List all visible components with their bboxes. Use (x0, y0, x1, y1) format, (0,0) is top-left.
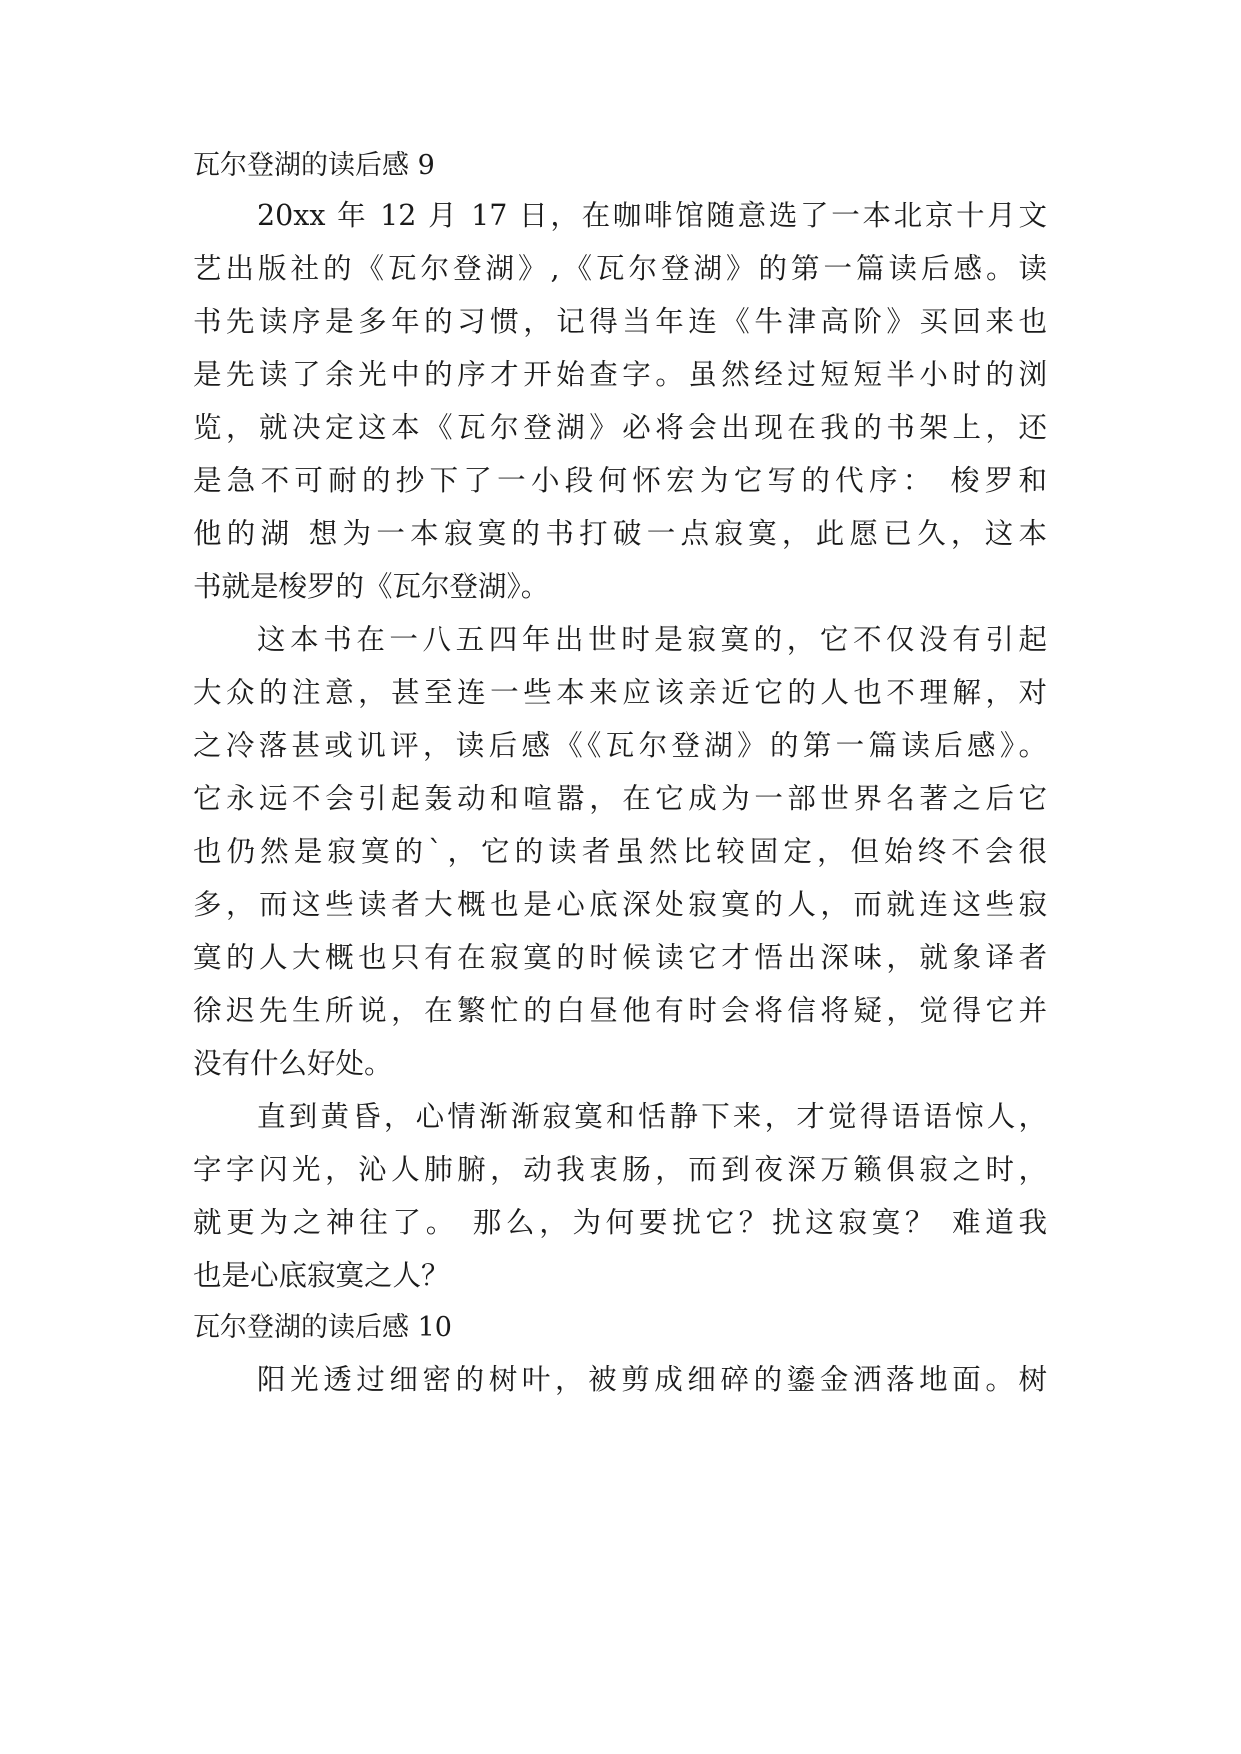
text-line: 书先读序是多年的习惯，记得当年连《牛津高阶》买回来也 (193, 305, 1047, 338)
text-line: 他的湖 想为一本寂寞的书打破一点寂寞，此愿已久，这本 (193, 517, 1047, 550)
text-line: 直到黄昏，心情渐渐寂寞和恬静下来，才觉得语语惊人， (257, 1100, 1047, 1133)
text-line: 阳光透过细密的树叶，被剪成细碎的鎏金洒落地面。树 (257, 1363, 1047, 1396)
text-line: 就更为之神往了。 那么，为何要扰它？扰这寂寞？ 难道我 (193, 1206, 1047, 1239)
text-line: 也是心底寂寞之人？ (193, 1259, 450, 1292)
text-line: 书就是梭罗的《瓦尔登湖》。 (193, 570, 550, 603)
text-line: 览，就决定这本《瓦尔登湖》必将会出现在我的书架上，还 (193, 411, 1047, 444)
section-title: 瓦尔登湖的读后感 9 (193, 150, 435, 181)
text-line: 也仍然是寂寞的`，它的读者虽然比较固定，但始终不会很 (193, 835, 1047, 868)
text-line: 寞的人大概也只有在寂寞的时候读它才悟出深味，就象译者 (193, 941, 1047, 974)
section-title: 瓦尔登湖的读后感 10 (193, 1312, 452, 1343)
text-line: 是先读了余光中的序才开始查字。虽然经过短短半小时的浏 (193, 358, 1047, 391)
text-line: 它永远不会引起轰动和喧嚣，在它成为一部世界名著之后它 (193, 782, 1047, 815)
text-line: 字字闪光，沁人肺腑，动我衷肠，而到夜深万籁俱寂之时， (193, 1153, 1047, 1186)
text-line: 20xx 年 12 月 17 日，在咖啡馆随意选了一本北京十月文 (257, 199, 1047, 232)
text-line: 是急不可耐的抄下了一小段何怀宏为它写的代序： 梭罗和 (193, 464, 1047, 497)
text-line: 大众的注意，甚至连一些本来应该亲近它的人也不理解，对 (193, 676, 1047, 709)
text-line: 徐迟先生所说，在繁忙的白昼他有时会将信将疑，觉得它并 (193, 994, 1047, 1027)
text-line: 艺出版社的《瓦尔登湖》,《瓦尔登湖》的第一篇读后感。读 (193, 252, 1047, 285)
text-line: 这本书在一八五四年出世时是寂寞的，它不仅没有引起 (257, 623, 1047, 656)
text-line: 没有什么好处。 (193, 1047, 393, 1080)
text-line: 多，而这些读者大概也是心底深处寂寞的人，而就连这些寂 (193, 888, 1047, 921)
text-line: 之冷落甚或讥评，读后感《《瓦尔登湖》的第一篇读后感》。 (193, 729, 1047, 762)
